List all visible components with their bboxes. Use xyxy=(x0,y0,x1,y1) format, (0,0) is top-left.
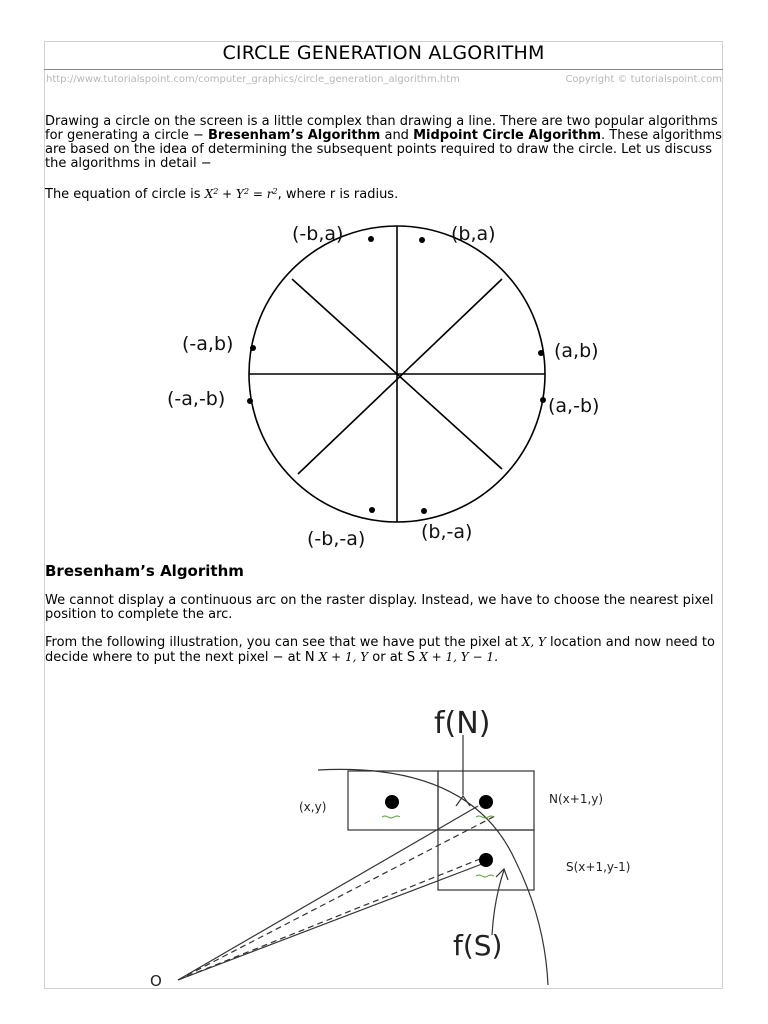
p2-text-c: or at S xyxy=(368,650,420,665)
bresenham-heading: Bresenham’s Algorithm xyxy=(45,562,244,580)
p2-text-a: From the following illustration, you can see that we have put the pixel at xyxy=(45,635,522,650)
fn-pointer-arrow xyxy=(456,796,470,806)
label-xy: (x,y) xyxy=(299,800,327,814)
equation-suffix: , where r is radius. xyxy=(277,187,399,202)
ray-midpoint-dashed xyxy=(178,855,490,980)
label-s: S(x+1,y-1) xyxy=(566,860,631,874)
page-title: CIRCLE GENERATION ALGORITHM xyxy=(222,42,545,64)
label-fs: f(S) xyxy=(453,929,503,962)
source-url-link[interactable]: http://www.tutorialspoint.com/computer_graphics/circle_generation_algorithm.htm xyxy=(46,74,460,85)
eq-x-exp: 2 xyxy=(213,187,219,196)
p2-math-s: X + 1, Y − 1 xyxy=(419,650,495,664)
label-neg-b-neg-a: (-b,-a) xyxy=(307,528,366,550)
ray-to-arc-dashed xyxy=(178,815,497,980)
eq-x: X xyxy=(204,187,214,201)
eq-plus: + xyxy=(218,187,237,201)
underline-squiggle-3 xyxy=(476,875,494,877)
midpoint-term: Midpoint Circle Algorithm xyxy=(413,128,602,143)
pixel-xy xyxy=(385,795,399,809)
label-a-b: (a,b) xyxy=(554,340,599,362)
eq-y-exp: 2 xyxy=(243,187,250,196)
label-neg-a-b: (-a,b) xyxy=(182,333,234,355)
intro-text: Drawing a circle on the screen is a little complex than drawing a line. There are two popular algorithms for generating a circle − xyxy=(45,114,718,143)
eq-y: Y xyxy=(236,187,244,201)
p2-math-n: X + 1, Y xyxy=(318,650,369,664)
label-neg-a-neg-b: (-a,-b) xyxy=(167,388,226,410)
label-b-a: (b,a) xyxy=(451,223,496,245)
intro-text-end: . These algorithms are based on the idea of determining the subsequent points required to draw the circle. Let us discuss the algorithms in detail − xyxy=(45,128,722,171)
ray-to-s xyxy=(178,864,482,980)
eq-r: r xyxy=(266,187,273,201)
intro-text-and: and xyxy=(380,128,414,143)
ray-to-n xyxy=(178,806,478,980)
copyright-text: Copyright © tutorialspoint.com xyxy=(565,74,722,85)
label-fn: f(N) xyxy=(434,706,491,741)
p2-text-b: location and now need to decide where to put the next pixel − at N xyxy=(45,635,715,665)
fs-pointer-line xyxy=(492,870,504,935)
bresenham-term: Bresenham’s Algorithm xyxy=(207,128,381,143)
equation-prefix: The equation of circle is xyxy=(45,187,205,202)
label-a-neg-b: (a,-b) xyxy=(548,395,600,417)
label-n: N(x+1,y) xyxy=(549,792,604,806)
pixel-n xyxy=(479,795,493,809)
pixel-s xyxy=(479,853,493,867)
label-neg-b-a: (-b,a) xyxy=(292,223,344,245)
underline-squiggle-1 xyxy=(382,816,400,818)
bresenham-paragraph-1: We cannot display a continuous arc on the raster display. Instead, we have to choose the nearest pixel position to complete the arc. xyxy=(45,593,714,622)
label-origin: O xyxy=(150,972,162,990)
p2-text-d: . xyxy=(494,650,499,665)
eq-equals: = xyxy=(249,187,267,201)
p2-math-xy: X, Y xyxy=(521,635,546,649)
label-b-neg-a: (b,-a) xyxy=(421,521,473,543)
eq-r-exp: 2 xyxy=(272,187,278,196)
